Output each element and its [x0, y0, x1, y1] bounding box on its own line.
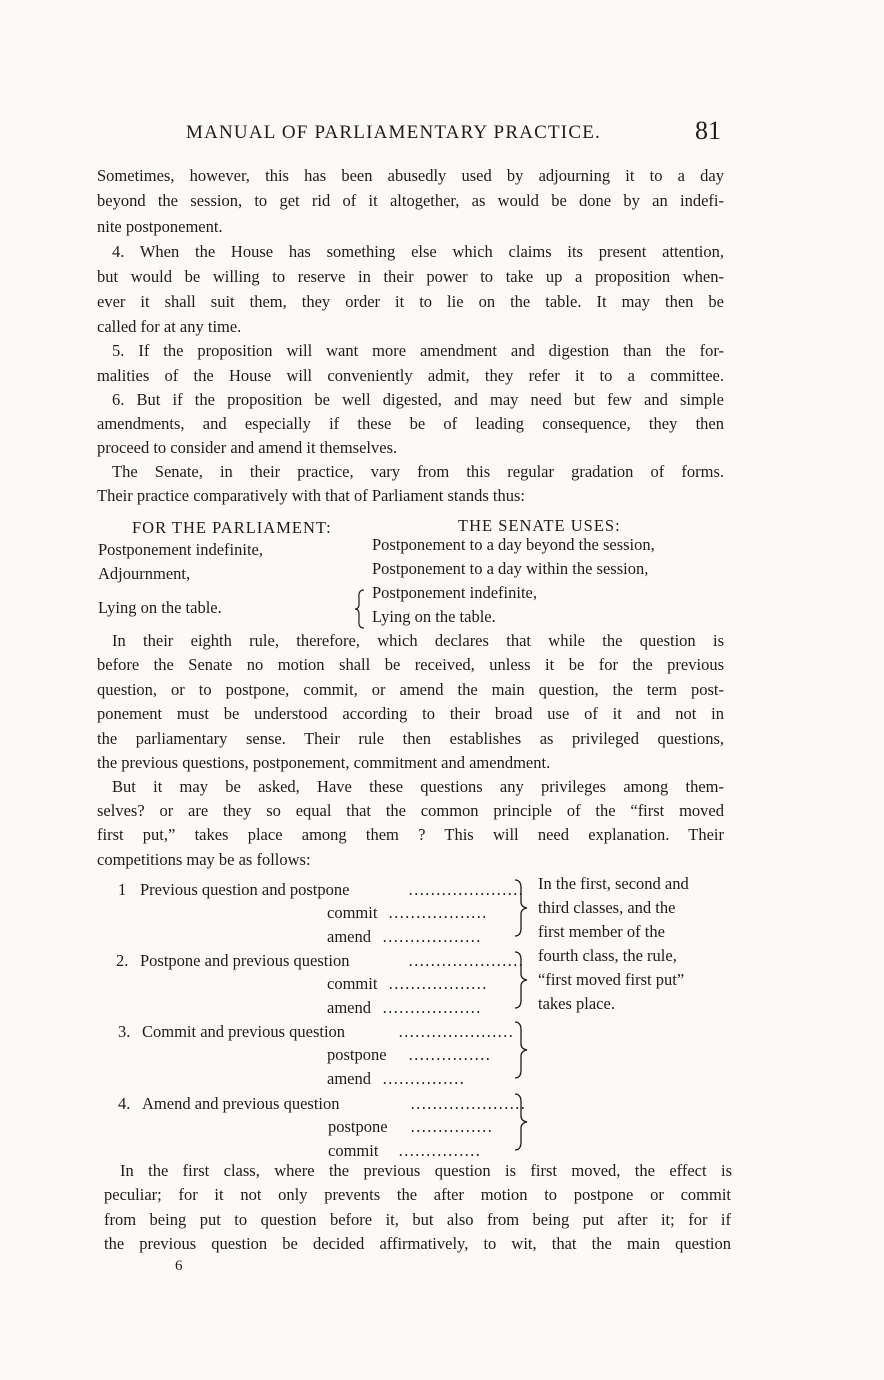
leader-dots: …………… — [398, 1141, 481, 1160]
text-line: But it may be asked, Have these questions any privileges among them- — [112, 777, 724, 796]
text-line: first put,” takes place among them ? This will need explanation. Their — [97, 825, 724, 844]
text-line: Their practice comparatively with that of Parliament stands thus: — [97, 486, 525, 505]
comparison-heading-left: FOR THE PARLIAMENT: — [132, 518, 332, 537]
class-item: commit — [327, 974, 378, 993]
text-line: from being put to question before it, but also from being put after it; for if — [104, 1210, 731, 1229]
text-line: amendments, and especially if these be of leading consequence, they then — [97, 414, 724, 433]
comparison-right-item: Lying on the table. — [372, 607, 496, 626]
text-line: ponement must be understood according to their broad use of it and not in — [97, 704, 724, 723]
side-note-line: fourth class, the rule, — [538, 946, 677, 965]
text-line: nite postponement. — [97, 217, 223, 236]
class-item: commit — [327, 903, 378, 922]
text-line: Sometimes, however, this has been abusedly used by adjourning it to a day — [97, 166, 724, 185]
leader-dots: ………………… — [408, 880, 524, 899]
leader-dots: ………………… — [408, 951, 524, 970]
comparison-right-item: Postponement indefinite, — [372, 583, 537, 602]
text-line: the parliamentary sense. Their rule then establishes as privileged questions, — [97, 729, 724, 748]
signature-mark: 6 — [175, 1258, 183, 1274]
class-first-item: Commit and previous question — [142, 1022, 346, 1041]
comparison-brace — [354, 588, 366, 630]
running-title: MANUAL OF PARLIAMENTARY PRACTICE. — [186, 122, 601, 143]
leader-dots: …………… — [382, 1069, 465, 1088]
text-line: The Senate, in their practice, vary from this regular gradation of forms. — [112, 462, 724, 481]
text-line: called for at any time. — [97, 317, 242, 336]
text-line: proceed to consider and amend it themselves. — [97, 438, 398, 457]
text-line: the previous questions, postponement, commitment and amendment. — [97, 753, 551, 772]
class-first-item: Amend and previous question — [142, 1094, 340, 1113]
side-note-line: “first moved first put” — [538, 970, 685, 989]
text-line: 5. If the proposition will want more amendment and digestion than the for- — [112, 341, 724, 360]
class-item: amend — [327, 998, 371, 1017]
class-item: amend — [327, 1069, 371, 1088]
comparison-heading-right: THE SENATE USES: — [458, 516, 621, 535]
leader-dots: ……………… — [388, 974, 487, 993]
class-number: 1 — [118, 880, 127, 899]
text-line: ever it shall suit them, they order it to lie on the table. It may then be — [97, 292, 724, 311]
comparison-left-item: Adjournment, — [98, 564, 191, 583]
class-item: postpone — [327, 1045, 387, 1064]
leader-dots: ………………… — [410, 1094, 526, 1113]
leader-dots: ……………… — [388, 903, 487, 922]
class-first-item: Previous question and postpone — [140, 880, 350, 899]
comparison-right-item: Postponement to a day beyond the session, — [372, 535, 655, 554]
class-item: amend — [327, 927, 371, 946]
side-note-line: In the first, second and — [538, 874, 689, 893]
text-line: selves? or are they so equal that the common principle of the “first moved — [97, 801, 724, 820]
class-number: 4. — [118, 1094, 131, 1113]
leader-dots: ………………… — [398, 1022, 514, 1041]
side-note-line: first member of the — [538, 922, 665, 941]
leader-dots: ……………… — [382, 927, 481, 946]
side-note-line: third classes, and the — [538, 898, 676, 917]
text-line: In their eighth rule, therefore, which declares that while the question is — [112, 631, 724, 650]
text-line: 6. But if the proposition be well digested, and may need but few and simple — [112, 390, 724, 409]
text-line: beyond the session, to get rid of it altogether, as would be done by an indefi- — [97, 191, 724, 210]
leader-dots: …………… — [408, 1045, 491, 1064]
class-item: commit — [328, 1141, 379, 1160]
comparison-right-item: Postponement to a day within the session, — [372, 559, 649, 578]
class-number: 2. — [116, 951, 129, 970]
page-number: 81 — [695, 116, 721, 145]
class-item: postpone — [328, 1117, 388, 1136]
class-first-item: Postpone and previous question — [140, 951, 350, 970]
text-line: 4. When the House has something else which claims its present attention, — [112, 242, 724, 261]
text-line: malities of the House will conveniently admit, they refer it to a committee. — [97, 366, 724, 385]
comparison-left-item: Postponement indefinite, — [98, 540, 263, 559]
text-line: but would be willing to reserve in their power to take up a proposition when- — [97, 267, 724, 286]
text-line: before the Senate no motion shall be received, unless it be for the previous — [97, 655, 724, 674]
leader-dots: ……………… — [382, 998, 481, 1017]
text-line: In the first class, where the previous question is first moved, the effect is — [120, 1161, 732, 1180]
class-number: 3. — [118, 1022, 131, 1041]
text-line: peculiar; for it not only prevents the after motion to postpone or commit — [104, 1185, 731, 1204]
text-line: question, or to postpone, commit, or amend the main question, the term post- — [97, 680, 724, 699]
text-line: competitions may be as follows: — [97, 850, 311, 869]
class-braces — [513, 878, 531, 1168]
text-line: the previous question be decided affirmatively, to wit, that the main question — [104, 1234, 731, 1253]
comparison-left-item: Lying on the table. — [98, 598, 222, 617]
side-note-line: takes place. — [538, 994, 615, 1013]
leader-dots: …………… — [410, 1117, 493, 1136]
